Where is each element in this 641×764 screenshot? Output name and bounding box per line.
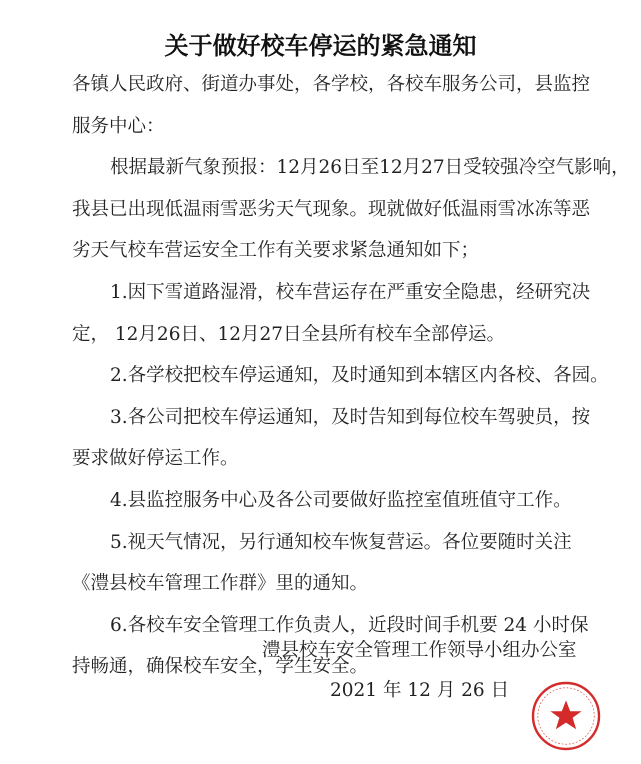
body-line: 我县已出现低温雨雪恶劣天气现象。现就做好低温雨雪冰冻等恶 [72, 198, 591, 220]
body-line: 要求做好停运工作。 [72, 448, 239, 470]
body-line: 2.各学校把校车停运通知，及时通知到本辖区内各校、各园。 [110, 365, 609, 387]
document-title: 关于做好校车停运的紧急通知 [164, 32, 477, 60]
body-line: 4.县监控服务中心及各公司要做好监控室值班值守工作。 [110, 489, 572, 511]
body-line: 服务中心： [72, 115, 165, 137]
body-line: 3.各公司把校车停运通知，及时告知到每位校车驾驶员，按 [110, 406, 591, 428]
signature-date: 2021 年 12 月 26 日 [330, 680, 510, 701]
body-line: 6.各校车安全管理工作负责人，近段时间手机要 24 小时保 [110, 614, 589, 636]
body-line: 根据最新气象预报：12月26日至12月27日受较强冷空气影响， [110, 157, 630, 179]
body-line: 定， 12月26日、12月27日全县所有校车全部停运。 [72, 323, 506, 345]
body-line: 各镇人民政府、街道办事处，各学校，各校车服务公司，县监控 [72, 74, 591, 95]
body-line: 持畅通，确保校车安全，学生安全。 [72, 656, 369, 678]
body-line: 劣天气校车营运安全工作有关要求紧急通知如下； [72, 240, 480, 262]
body-line: 《澧县校车管理工作群》里的通知。 [72, 573, 369, 595]
notice-body [72, 64, 632, 688]
body-line: 5.视天气情况，另行通知校车恢复营运。各位要随时关注 [110, 531, 572, 553]
body-line: 1.因下雪道路湿滑，校车营运存在严重安全隐患，经研究决 [110, 281, 591, 303]
signature-office: 澧县校车安全管理工作领导小组办公室 [262, 640, 577, 661]
official-seal-icon [530, 680, 602, 752]
